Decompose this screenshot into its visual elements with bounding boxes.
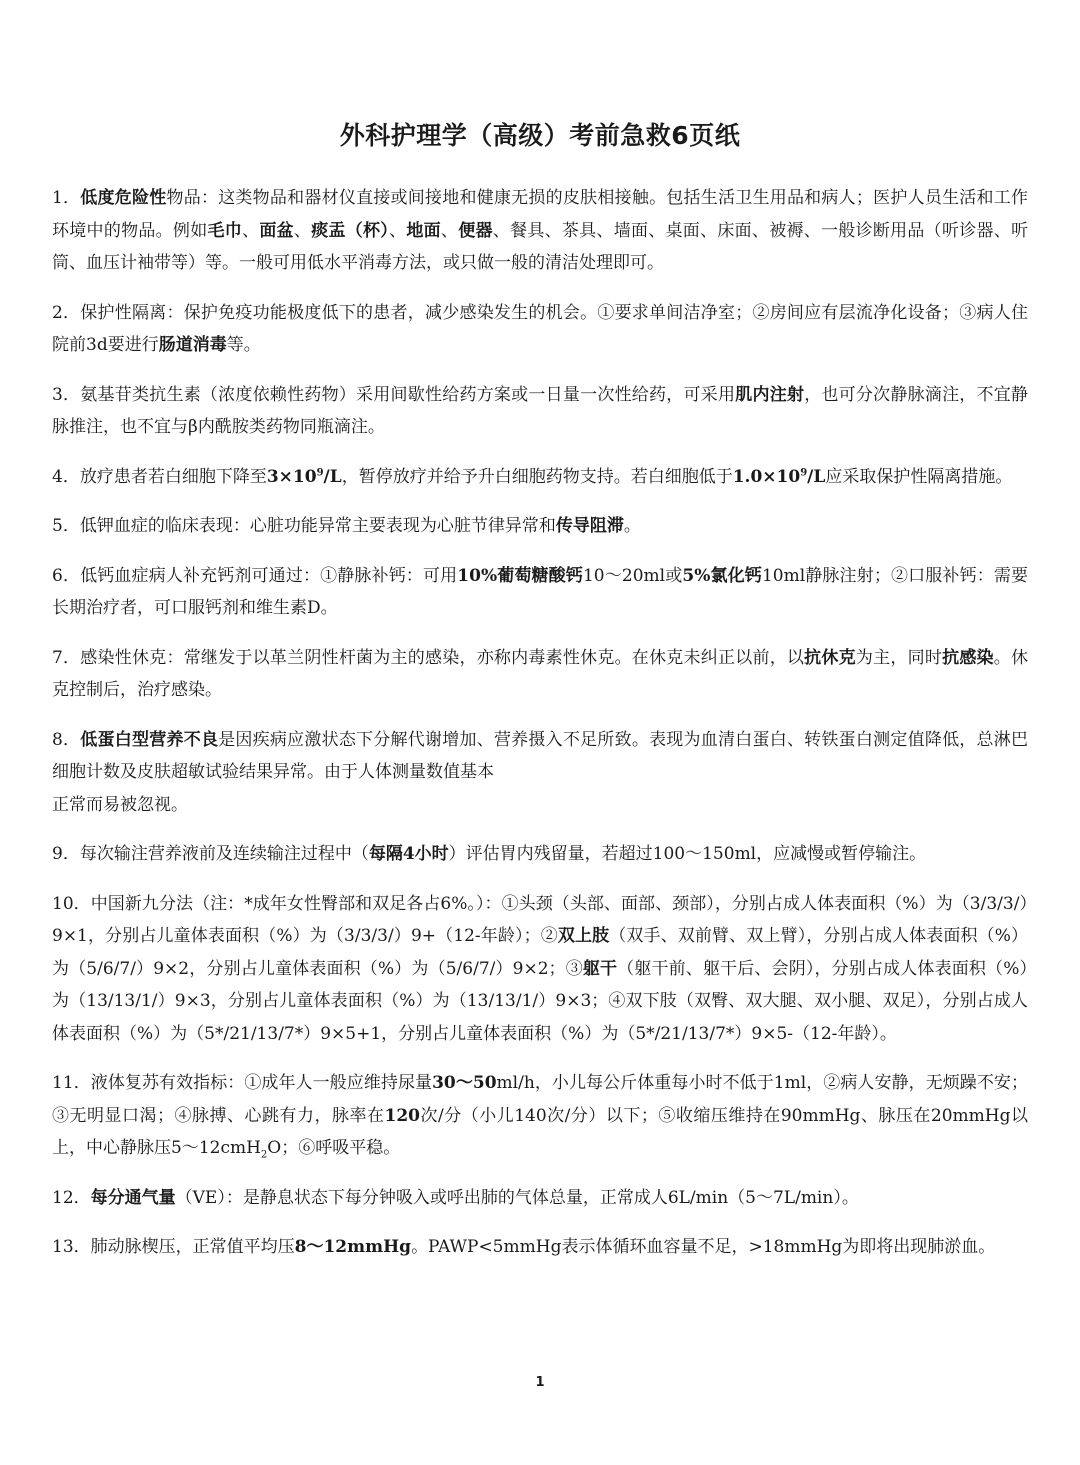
bold-text: 低蛋白型营养不良 [80,729,219,750]
page-number: 1 [535,1375,545,1390]
list-item [52,461,1028,494]
text-segment: 、 [242,220,260,241]
text-segment: 10．中国新九分法（注：*成年女性臀部和双足各占6%。）：①头颈（头部、面部、颈部），分别占成人体表面积（%）为（3/3/3/）9×1，分别占儿童体表面积（%）为（3/3/3/）9+（12-年龄）；② [52,893,1028,946]
list-item [52,838,1028,871]
text-segment: 6．低钙血症病人补充钙剂可通过：①静脉补钙：可用 [52,565,458,586]
text-segment: 12． [52,1187,91,1208]
text-segment: 2．保护性隔离：保护免疫功能极度低下的患者，减少感染发生的机会。①要求单间洁净室；②房间应有层流净化设备；③病人住院前3d要进行 [52,302,1028,355]
list-item [52,1231,1028,1264]
bold-text: 30～50 [432,1073,497,1093]
list-item [52,888,1028,1051]
text-segment: 、 [293,220,312,241]
list-item [52,1067,1028,1165]
list-item [52,642,1028,707]
bold-text: 每分通气量 [90,1187,176,1208]
bold-text: 传导阻滞 [555,516,624,536]
text-segment: 2 [260,1149,268,1161]
text-segment: ）评估胃内残留量，若超过100～150ml，应减慢或暂停输注。 [448,844,927,864]
bold-text: 3×10 [266,466,317,487]
list-item [52,1182,1028,1215]
item-list [52,182,1028,1264]
bold-text: 8～12mmHg [294,1237,412,1257]
text-segment: 13．肺动脉楔压，正常值平均压 [52,1237,295,1257]
list-item [52,510,1028,543]
bold-text: 10%葡萄糖酸钙 [457,565,583,586]
bold-text: 躯干 [582,958,618,979]
text-segment: （双手、双前臂、双上臂），分别占成人体表面积（%）为（5/6/7/）9×2，分别占儿童体表面积（%）为（5/6/7/）9×2；③ [52,926,1028,979]
text-segment: 9．每次输注营养液前及连续输注过程中（ [52,844,369,864]
text-segment: 为主，同时 [855,647,943,668]
bold-text: 120 [384,1105,420,1126]
text-segment: 、 [440,220,459,241]
bold-text: 痰盂（杯） [311,220,390,241]
text-segment: 10～20ml或 [582,565,683,586]
bold-text: 9 [800,466,808,478]
bold-text: 地面 [406,220,441,241]
bold-text: 面盆 [259,220,294,241]
text-segment: （躯干前、躯干后、会阴），分别占成人体表面积（%）为（13/13/1/）9×3，分别占儿童体表面积（%）为（13/13/1/）9×3；④双下肢（双臀、双大腿、双小腿、双足），分别占成人体表面积（%）为（5*/21/13/7*）9×5+1，分别占儿童体表面积（%）为（5*/21/13/7*）9×5-（12-年龄）。 [52,958,1029,1044]
text-segment: 、 [389,220,407,241]
bold-text: 双上肢 [557,926,610,946]
text-segment: 次/分（小儿140次/分）以下；⑤收缩压维持在90mmHg、脉压在20mmHg以上，中心静脉压5～12cmH [52,1105,1029,1158]
text-segment: ml/h，小儿每公斤体重每小时不低于1ml，②病人安静，无烦躁不安；③无明显口渴；④脉搏、心跳有力，脉率在 [52,1073,1028,1126]
text-segment: O；⑥呼吸平稳。 [267,1138,401,1158]
bold-text: 1.0×10 [732,466,801,487]
bold-text: 肌内注射 [735,384,805,405]
bold-text: 低度危险性 [80,188,167,208]
bold-text: /L [323,466,342,487]
text-segment: 7．感染性休克：常继发于以革兰阴性杆菌为主的感染，亦称内毒素性休克。在休克未纠正以前，以 [52,647,805,668]
text-segment: 正常而易被忽视。 [52,794,188,815]
bold-text: 5%氯化钙 [682,565,762,586]
bold-text: 便器 [458,220,493,241]
text-segment: 应采取保护性隔离措施。 [825,466,1013,487]
list-item [52,182,1028,280]
text-segment: 。 [623,516,641,536]
text-segment: 1． [52,188,81,208]
text-segment: （VE）：是静息状态下每分钟吸入或呼出肺的气体总量，正常成人6L/min（5～7L/min）。 [175,1187,859,1208]
bold-text: 9 [316,466,324,478]
text-segment: 11．液体复苏有效指标：①成年人一般应维持尿量 [52,1073,433,1093]
text-segment: 是因疾病应激状态下分解代谢增加、营养摄入不足所致。表现为血清白蛋白、转铁蛋白测定值降低，总淋巴细胞计数及皮肤超敏试验结果异常。由于人体测量数值基本 [52,729,1029,782]
bold-text: 肠道消毒 [158,335,227,355]
text-segment: 3．氨基苷类抗生素（浓度依赖性药物）采用间歇性给药方案或一日量一次性给药，可采用 [52,384,736,405]
list-item [52,297,1028,362]
text-segment: 物品：这类物品和器材仪直接或间接地和健康无损的皮肤相接触。包括生活卫生用品和病人；医护人员生活和工作环境中的物品。例如 [52,188,1029,241]
list-item [52,724,1028,822]
document-title: 外科护理学（高级）考前急救6页纸 [339,121,741,150]
bold-text: 抗休克 [804,647,856,668]
text-segment: 。休克控制后，治疗感染。 [52,647,1029,700]
text-segment: 4．放疗患者若白细胞下降至 [52,466,267,487]
text-segment: ，暂停放疗并给予升白细胞药物支持。若白细胞低于 [341,466,733,487]
bold-text: 抗感染 [942,647,994,668]
text-segment: 8． [52,729,81,750]
bold-text: 毛巾 [207,220,243,241]
text-segment: 、餐具、茶具、墙面、桌面、床面、被褥、一般诊断用品（听诊器、听筒、血压计袖带等）等。一般可用低水平消毒方法，或只做一般的清洁处理即可。 [52,220,1029,273]
bold-text: 每隔4小时 [368,844,449,864]
list-item [52,379,1028,444]
text-segment: 。PAWP<5mmHg表示体循环血容量不足，>18mmHg为即将出现肺淤血。 [411,1237,996,1257]
text-segment: 10ml静脉注射；②口服补钙：需要长期治疗者，可口服钙剂和维生素D。 [52,565,1028,618]
text-segment: 等。 [226,335,261,355]
text-segment: 5．低钾血症的临床表现：心脏功能异常主要表现为心脏节律异常和 [52,516,556,536]
bold-text: /L [807,466,826,487]
text-segment: ，也可分次静脉滴注，不宜静脉推注，也不宜与β内酰胺类药物同瓶滴注。 [52,384,1029,437]
list-item [52,560,1028,625]
